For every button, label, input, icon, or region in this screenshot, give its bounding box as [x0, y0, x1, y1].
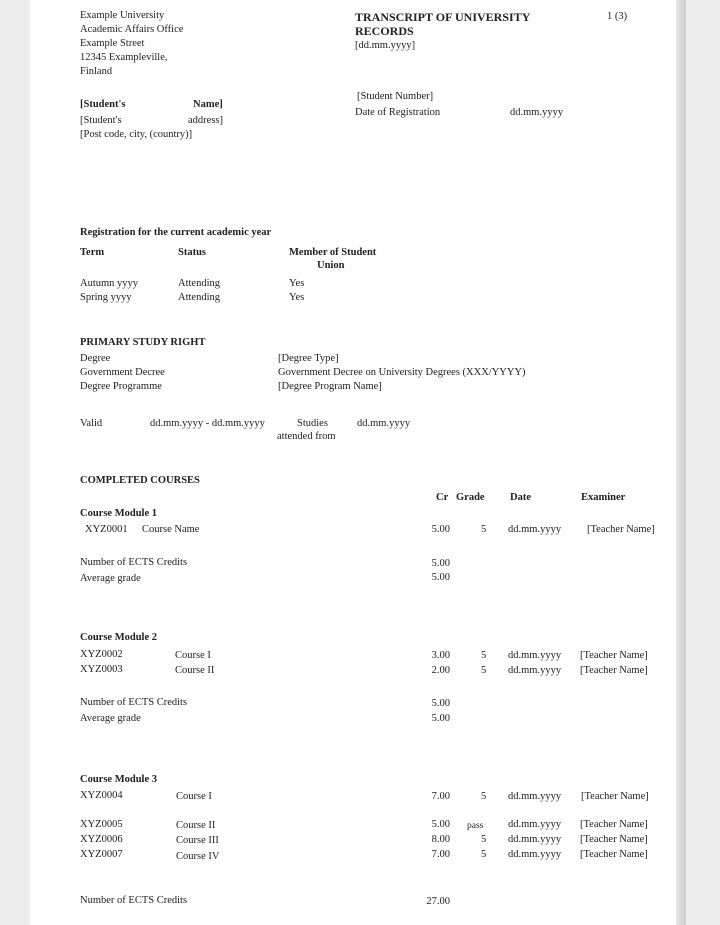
- course-code: XYZ0002: [80, 649, 123, 660]
- student-name-part: [Student's: [80, 99, 126, 110]
- course-date: dd.mm.yyyy: [508, 819, 562, 830]
- student-address-part: address]: [188, 115, 223, 126]
- studies-label: [277, 417, 336, 443]
- member-cell: Yes: [289, 292, 305, 303]
- course-code: XYZ0007: [80, 849, 123, 860]
- course-grade: 5: [481, 791, 487, 802]
- col-date: Date: [510, 492, 531, 503]
- course-code: XYZ0003: [80, 664, 123, 675]
- sender-line: Finland: [80, 66, 113, 77]
- course-examiner: [Teacher Name]: [580, 665, 648, 676]
- course-date: dd.mm.yyyy: [508, 849, 562, 860]
- course-grade: 5: [481, 650, 487, 661]
- average-grade-label: Average grade: [80, 573, 141, 584]
- course-date: dd.mm.yyyy: [508, 650, 562, 661]
- registration-date-value: dd.mm.yyyy: [510, 107, 564, 118]
- course-examiner: [Teacher Name]: [580, 834, 648, 845]
- course-date: dd.mm.yyyy: [508, 791, 562, 802]
- sender-line: Example University: [80, 10, 165, 21]
- course-date: dd.mm.yyyy: [508, 665, 562, 676]
- course-credits: 7.00: [431, 849, 450, 860]
- studies-label-line: Studies: [297, 418, 328, 429]
- module-title: Course Module 2: [80, 632, 157, 643]
- col-member-line: Union: [317, 260, 345, 271]
- course-examiner: [Teacher Name]: [587, 524, 655, 535]
- average-grade-value: 5.00: [431, 572, 450, 583]
- course-examiner: [Teacher Name]: [580, 849, 648, 860]
- course-code: XYZ0001: [85, 524, 128, 535]
- valid-label: Valid: [80, 418, 103, 429]
- course-grade: 5: [481, 849, 487, 860]
- average-grade-value: 5.00: [431, 713, 450, 724]
- course-credits: 5.00: [431, 819, 450, 830]
- page-edge-shadow: [676, 0, 686, 925]
- sender-line: Example Street: [80, 38, 145, 49]
- course-name: Course II: [176, 820, 216, 831]
- course-credits: 8.00: [431, 834, 450, 845]
- studies-date: dd.mm.yyyy: [357, 418, 411, 429]
- col-member: [289, 246, 376, 272]
- courses-heading: COMPLETED COURSES: [80, 475, 200, 486]
- transcript-page: [30, 0, 686, 925]
- ects-value: 5.00: [431, 698, 450, 709]
- sender-address: [80, 9, 183, 79]
- study-right-label: Government Decree: [80, 367, 165, 378]
- module-title: Course Module 1: [80, 508, 157, 519]
- course-credits: 5.00: [431, 524, 450, 535]
- course-name: Course IV: [176, 851, 220, 862]
- course-credits: 7.00: [431, 791, 450, 802]
- study-right-label: Degree: [80, 353, 111, 364]
- course-examiner: [Teacher Name]: [580, 650, 648, 661]
- sender-line: 12345 Exampleville,: [80, 52, 168, 63]
- course-grade: 5: [481, 665, 487, 676]
- term-cell: Spring yyyy: [80, 292, 132, 303]
- student-postcode: [Post code, city, (country)]: [80, 129, 193, 140]
- col-member-line: Member of Student: [289, 247, 377, 258]
- study-right-heading: PRIMARY STUDY RIGHT: [80, 337, 206, 348]
- course-name: Course Name: [142, 524, 200, 535]
- study-right-value: Government Decree on University Degrees (XXX/YYYY): [278, 367, 526, 378]
- average-grade-label: Average grade: [80, 713, 141, 724]
- ects-value: 27.00: [426, 896, 450, 907]
- course-name: Course I: [175, 650, 211, 661]
- registration-heading: Registration for the current academic year: [80, 227, 272, 238]
- col-examiner: Examiner: [581, 492, 626, 503]
- col-term: Term: [80, 247, 105, 258]
- course-date: dd.mm.yyyy: [508, 524, 562, 535]
- study-right-label: Degree Programme: [80, 381, 162, 392]
- col-status: Status: [178, 247, 207, 258]
- ects-value: 5.00: [431, 558, 450, 569]
- ects-label: Number of ECTS Credits: [80, 557, 188, 568]
- col-grade: Grade: [456, 492, 485, 503]
- term-cell: Autumn yyyy: [80, 278, 139, 289]
- course-code: XYZ0005: [80, 819, 123, 830]
- page-number: 1 (3): [607, 11, 628, 22]
- ects-label: Number of ECTS Credits: [80, 895, 188, 906]
- student-number: [Student Number]: [357, 91, 434, 102]
- course-name: Course III: [176, 835, 219, 846]
- title-line: TRANSCRIPT OF UNIVERSITY: [355, 10, 531, 24]
- course-code: XYZ0004: [80, 790, 123, 801]
- course-credits: 3.00: [431, 650, 450, 661]
- study-right-value: [Degree Program Name]: [278, 381, 382, 392]
- col-cr: Cr: [436, 492, 449, 503]
- ects-label: Number of ECTS Credits: [80, 697, 188, 708]
- student-address-part: [Student's: [80, 115, 122, 126]
- studies-label-line: attended from: [277, 431, 336, 442]
- status-cell: Attending: [178, 292, 220, 303]
- course-name: Course I: [176, 791, 212, 802]
- module-title: Course Module 3: [80, 774, 157, 785]
- document-date: [dd.mm.yyyy]: [355, 40, 416, 51]
- course-name: Course II: [175, 665, 215, 676]
- valid-range: dd.mm.yyyy - dd.mm.yyyy: [150, 418, 265, 429]
- course-grade: 5: [481, 834, 487, 845]
- course-examiner: [Teacher Name]: [581, 791, 649, 802]
- status-cell: Attending: [178, 278, 220, 289]
- course-grade: pass: [467, 821, 484, 831]
- student-name-part: Name]: [193, 99, 223, 110]
- course-date: dd.mm.yyyy: [508, 834, 562, 845]
- title-line: RECORDS: [355, 24, 414, 38]
- registration-date-label: Date of Registration: [355, 107, 441, 118]
- member-cell: Yes: [289, 278, 305, 289]
- sender-line: Academic Affairs Office: [80, 24, 184, 35]
- course-credits: 2.00: [431, 665, 450, 676]
- document-title: [355, 10, 530, 38]
- course-examiner: [Teacher Name]: [580, 819, 648, 830]
- course-code: XYZ0006: [80, 834, 123, 845]
- study-right-value: [Degree Type]: [278, 353, 339, 364]
- course-grade: 5: [481, 524, 487, 535]
